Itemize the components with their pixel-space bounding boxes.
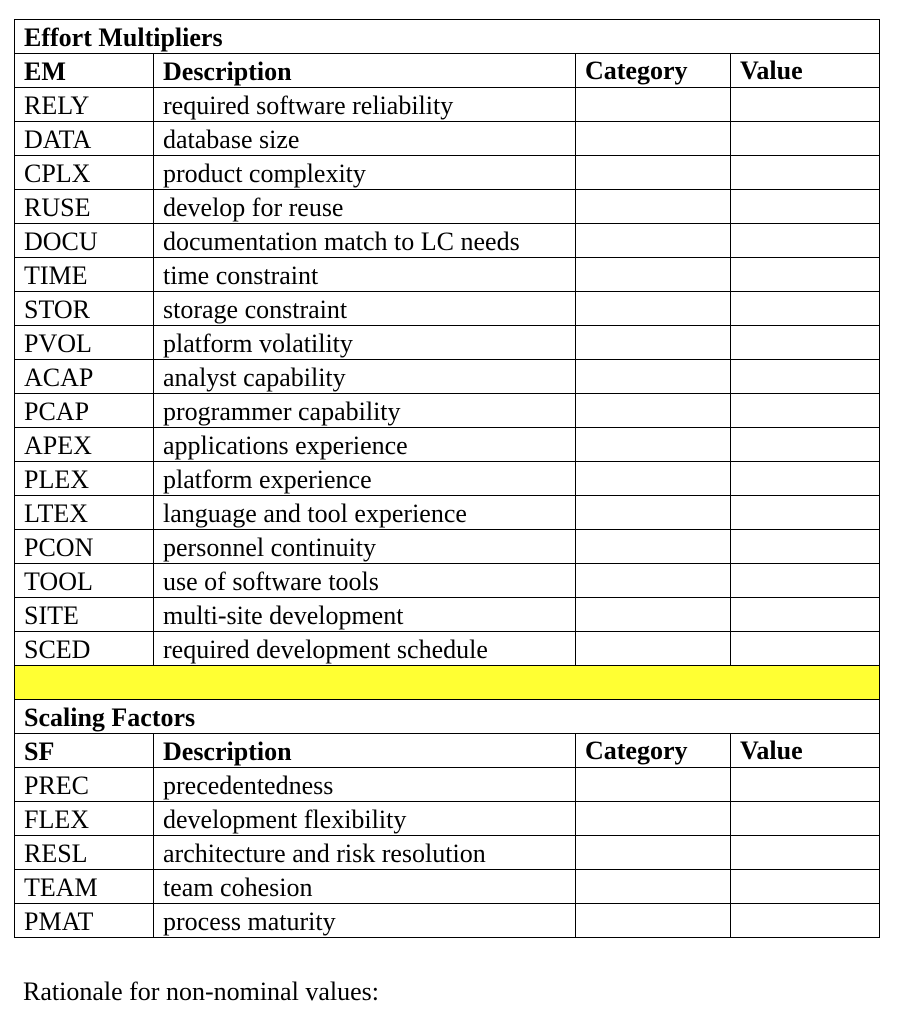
sf-description-cell: architecture and risk resolution <box>154 836 576 870</box>
table-row <box>15 632 880 666</box>
scaling-factors-section <box>15 700 880 938</box>
em-category-cell[interactable] <box>576 122 731 156</box>
em-description-cell: platform experience <box>154 462 576 496</box>
em-value-cell[interactable] <box>731 564 880 598</box>
em-code-cell: STOR <box>15 292 154 326</box>
em-description-cell: language and tool experience <box>154 496 576 530</box>
effort-multipliers-title: Effort Multipliers <box>15 20 880 54</box>
em-description-cell: required software reliability <box>154 88 576 122</box>
table-row <box>15 496 880 530</box>
em-value-cell[interactable] <box>731 292 880 326</box>
em-code-cell: ACAP <box>15 360 154 394</box>
table-row <box>15 394 880 428</box>
sf-code-cell: PMAT <box>15 904 154 938</box>
sf-description-header: Description <box>154 734 576 768</box>
sf-description-cell: process maturity <box>154 904 576 938</box>
sf-value-header: Value <box>731 734 880 768</box>
sf-category-cell[interactable] <box>576 870 731 904</box>
table-row <box>15 156 880 190</box>
em-value-cell[interactable] <box>731 360 880 394</box>
em-code-cell: SCED <box>15 632 154 666</box>
table-row <box>15 258 880 292</box>
effort-multipliers-section <box>15 20 880 666</box>
table-row <box>15 598 880 632</box>
table-row <box>15 836 880 870</box>
table-row <box>15 870 880 904</box>
sf-description-cell: development flexibility <box>154 802 576 836</box>
em-description-cell: storage constraint <box>154 292 576 326</box>
em-value-cell[interactable] <box>731 258 880 292</box>
table-row <box>15 904 880 938</box>
cocomo-worksheet-table <box>14 19 880 938</box>
sf-code-cell: PREC <box>15 768 154 802</box>
em-code-cell: LTEX <box>15 496 154 530</box>
em-category-cell[interactable] <box>576 156 731 190</box>
em-value-header: Value <box>731 54 880 88</box>
em-category-cell[interactable] <box>576 88 731 122</box>
sf-description-cell: team cohesion <box>154 870 576 904</box>
em-value-cell[interactable] <box>731 598 880 632</box>
sf-category-header: Category <box>576 734 731 768</box>
em-code-header: EM <box>15 54 154 88</box>
sf-category-cell[interactable] <box>576 802 731 836</box>
sf-code-cell: RESL <box>15 836 154 870</box>
em-description-cell: time constraint <box>154 258 576 292</box>
scaling-factors-title: Scaling Factors <box>15 700 880 734</box>
em-category-cell[interactable] <box>576 462 731 496</box>
em-description-header: Description <box>154 54 576 88</box>
table-row <box>15 428 880 462</box>
em-description-cell: product complexity <box>154 156 576 190</box>
em-code-cell: PLEX <box>15 462 154 496</box>
em-code-cell: CPLX <box>15 156 154 190</box>
effort-multipliers-header-row <box>15 54 880 88</box>
em-category-cell[interactable] <box>576 326 731 360</box>
rationale-label: Rationale for non-nominal values: <box>23 977 379 1006</box>
em-category-cell[interactable] <box>576 496 731 530</box>
em-value-cell[interactable] <box>731 462 880 496</box>
sf-value-cell[interactable] <box>731 836 880 870</box>
scaling-factors-header-row <box>15 734 880 768</box>
em-code-cell: PCON <box>15 530 154 564</box>
em-category-cell[interactable] <box>576 632 731 666</box>
sf-value-cell[interactable] <box>731 768 880 802</box>
em-code-cell: TOOL <box>15 564 154 598</box>
sf-category-cell[interactable] <box>576 904 731 938</box>
table-row <box>15 190 880 224</box>
em-description-cell: personnel continuity <box>154 530 576 564</box>
scaling-factors-title-row <box>15 700 880 734</box>
table-row <box>15 564 880 598</box>
em-value-cell[interactable] <box>731 190 880 224</box>
em-description-cell: use of software tools <box>154 564 576 598</box>
em-value-cell[interactable] <box>731 632 880 666</box>
em-value-cell[interactable] <box>731 326 880 360</box>
table-row <box>15 462 880 496</box>
em-category-cell[interactable] <box>576 530 731 564</box>
em-value-cell[interactable] <box>731 88 880 122</box>
table-row <box>15 292 880 326</box>
em-description-cell: database size <box>154 122 576 156</box>
table-row <box>15 326 880 360</box>
table-row <box>15 802 880 836</box>
em-category-cell[interactable] <box>576 360 731 394</box>
sf-value-cell[interactable] <box>731 870 880 904</box>
em-description-cell: develop for reuse <box>154 190 576 224</box>
em-category-cell[interactable] <box>576 258 731 292</box>
sf-code-header: SF <box>15 734 154 768</box>
em-description-cell: required development schedule <box>154 632 576 666</box>
table-row <box>15 530 880 564</box>
em-value-cell[interactable] <box>731 496 880 530</box>
em-category-cell[interactable] <box>576 190 731 224</box>
sf-code-cell: FLEX <box>15 802 154 836</box>
em-code-cell: SITE <box>15 598 154 632</box>
em-value-cell[interactable] <box>731 122 880 156</box>
sf-category-cell[interactable] <box>576 836 731 870</box>
em-description-cell: applications experience <box>154 428 576 462</box>
sf-code-cell: TEAM <box>15 870 154 904</box>
em-value-cell[interactable] <box>731 224 880 258</box>
em-code-cell: RELY <box>15 88 154 122</box>
em-category-cell[interactable] <box>576 224 731 258</box>
em-description-cell: analyst capability <box>154 360 576 394</box>
em-value-cell[interactable] <box>731 156 880 190</box>
em-category-cell[interactable] <box>576 598 731 632</box>
table-row <box>15 122 880 156</box>
em-category-header: Category <box>576 54 731 88</box>
em-code-cell: DATA <box>15 122 154 156</box>
em-category-cell[interactable] <box>576 428 731 462</box>
table-row <box>15 360 880 394</box>
separator-row <box>15 666 880 700</box>
table-row <box>15 768 880 802</box>
em-description-cell: programmer capability <box>154 394 576 428</box>
sf-value-cell[interactable] <box>731 802 880 836</box>
em-value-cell[interactable] <box>731 428 880 462</box>
em-description-cell: documentation match to LC needs <box>154 224 576 258</box>
em-value-cell[interactable] <box>731 394 880 428</box>
yellow-separator-bar <box>15 666 880 700</box>
em-description-cell: multi-site development <box>154 598 576 632</box>
sf-value-cell[interactable] <box>731 904 880 938</box>
separator-section <box>15 666 880 700</box>
em-category-cell[interactable] <box>576 292 731 326</box>
effort-multipliers-title-row <box>15 20 880 54</box>
em-code-cell: RUSE <box>15 190 154 224</box>
em-value-cell[interactable] <box>731 530 880 564</box>
sf-category-cell[interactable] <box>576 768 731 802</box>
em-code-cell: DOCU <box>15 224 154 258</box>
em-category-cell[interactable] <box>576 394 731 428</box>
em-code-cell: PVOL <box>15 326 154 360</box>
em-code-cell: TIME <box>15 258 154 292</box>
sf-description-cell: precedentedness <box>154 768 576 802</box>
table-row <box>15 224 880 258</box>
em-code-cell: PCAP <box>15 394 154 428</box>
table-row <box>15 88 880 122</box>
em-category-cell[interactable] <box>576 564 731 598</box>
em-description-cell: platform volatility <box>154 326 576 360</box>
em-code-cell: APEX <box>15 428 154 462</box>
